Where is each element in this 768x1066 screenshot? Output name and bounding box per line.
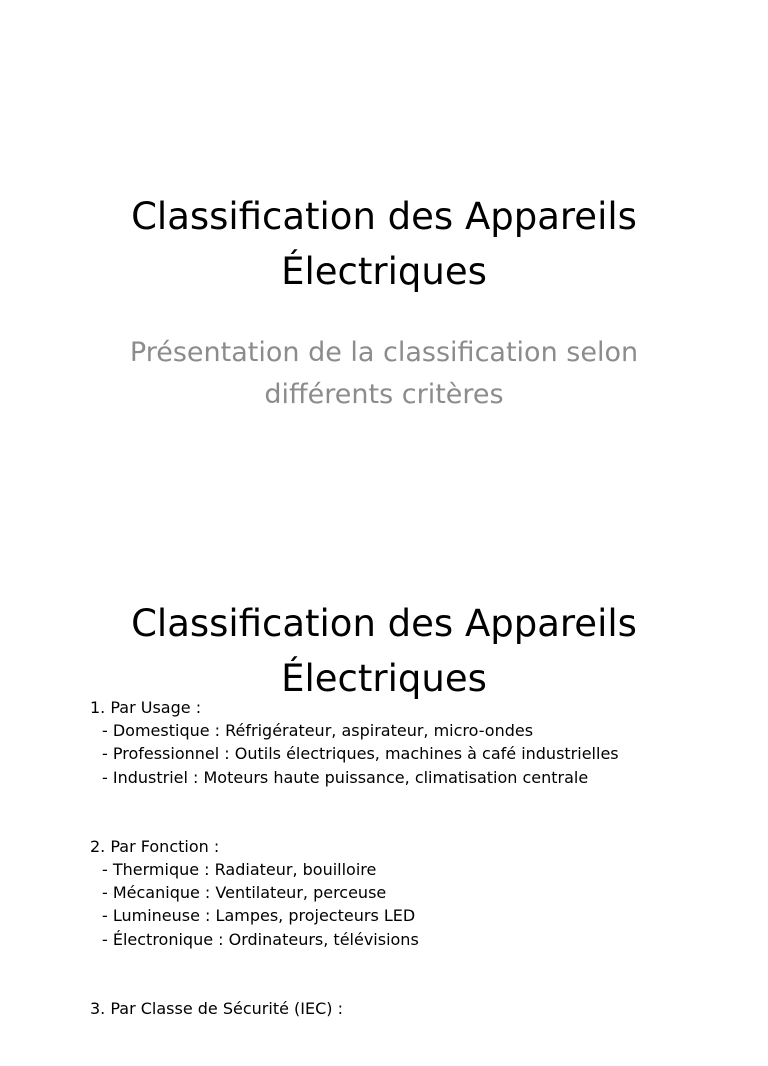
section-heading: 2. Par Fonction : — [90, 836, 220, 856]
slide-title — [0, 189, 768, 299]
list-item: - Thermique : Radiateur, bouilloire — [102, 860, 377, 880]
title-slide — [0, 0, 768, 512]
slide-subtitle — [0, 332, 768, 416]
list-item: - Lumineuse : Lampes, projecteurs LED — [102, 906, 416, 926]
subtitle-line-1: Présentation de la classification selon — [129, 337, 639, 368]
title-line-1: Classification des Appareils — [131, 195, 637, 238]
list-item: - Industriel : Moteurs haute puissance, climatisation centrale — [102, 767, 589, 787]
section-safety-class — [90, 997, 750, 1020]
section-heading: 1. Par Usage : — [90, 698, 202, 717]
list-item: - Professionnel : Outils électriques, machines à café industrielles — [102, 744, 619, 764]
title-line-2: Électriques — [281, 250, 487, 293]
content-slide — [0, 530, 768, 1024]
list-item: - Domestique : Réfrigérateur, aspirateur, micro-ondes — [102, 721, 534, 741]
list-item: - Électronique : Ordinateurs, télévisions — [102, 929, 419, 949]
section-usage — [90, 696, 750, 789]
list-item: - Mécanique : Ventilateur, perceuse — [102, 883, 387, 903]
section-function — [90, 835, 750, 951]
title-line-2: Électriques — [281, 657, 487, 700]
section-heading: 3. Par Classe de Sécurité (IEC) : — [90, 998, 343, 1018]
title-line-1: Classification des Appareils — [131, 602, 637, 645]
subtitle-line-2: différents critères — [264, 379, 504, 410]
slide-title — [0, 596, 768, 706]
slide-body — [90, 696, 750, 1066]
